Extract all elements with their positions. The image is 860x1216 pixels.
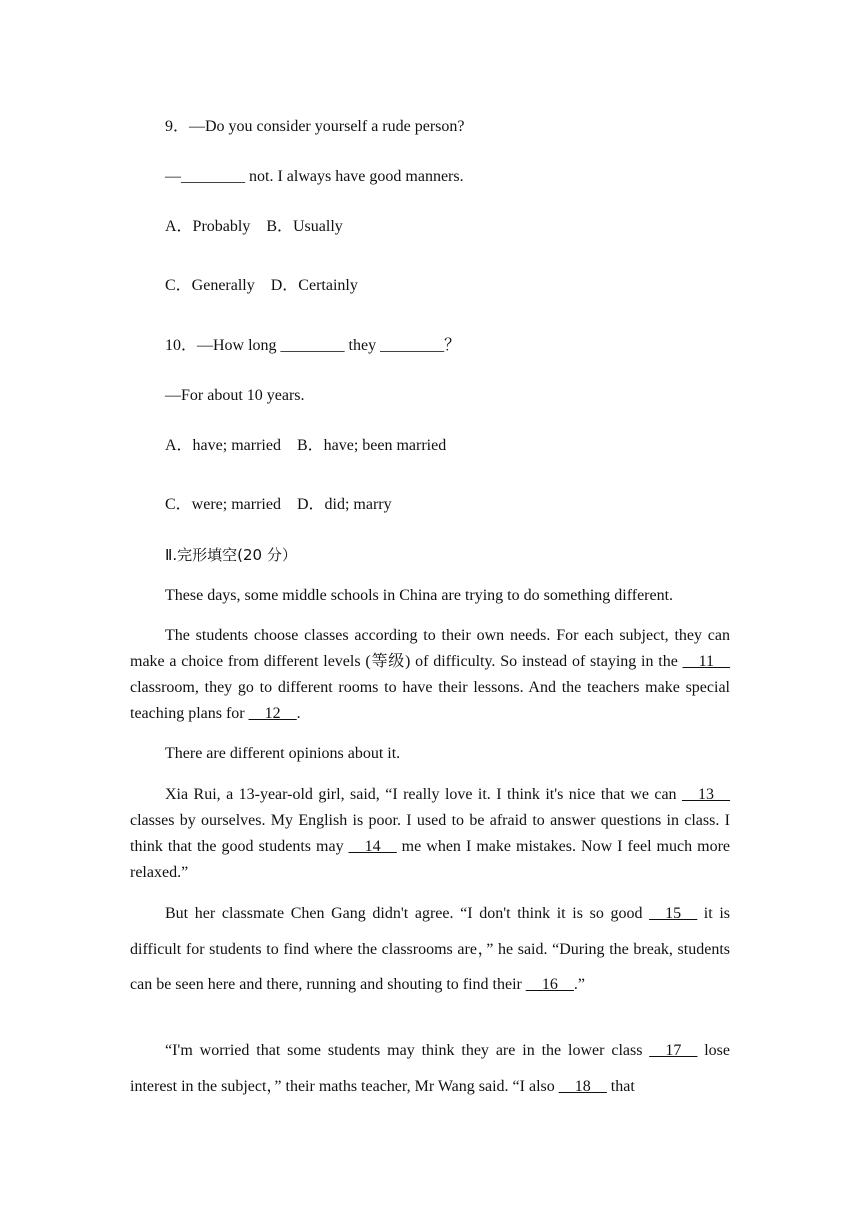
question-9-text: 9．—Do you consider yourself a rude person?	[165, 118, 465, 135]
question-10-options-cd: C．were; married D．did; marry	[165, 496, 392, 513]
question-10-options-ab: A．have; married B．have; been married	[165, 437, 447, 454]
question-9-answer-line: —________ not. I always have good manners.	[165, 168, 464, 185]
blank-13: __13__	[682, 786, 730, 803]
passage-paragraph-3: There are different opinions about it.	[165, 745, 401, 762]
passage-paragraph-2	[130, 623, 730, 727]
passage-text: it is difficult for students to find where the classrooms are，” he said. “During the break, students can be seen here and there, running and shouting to find their	[130, 905, 731, 993]
passage-text: The students choose classes according to their own needs. For each subject, they can make a choice from different levels (等级) of difficulty. So instead of staying in the	[130, 627, 730, 670]
question-10-answer-line: —For about 10 years.	[165, 387, 305, 404]
passage-text: .”	[573, 976, 585, 993]
passage-paragraph-5	[130, 896, 730, 1003]
passage-text: that	[606, 1077, 635, 1095]
passage-text: classroom, they go to different rooms to have their lessons. And the teachers make special teaching plans for	[130, 679, 730, 722]
blank-14: __14__	[348, 838, 397, 855]
question-10-text: 10．—How long ________ they ________？	[165, 337, 461, 354]
passage-text: classes by ourselves. My English is poor. I used to be afraid to answer questions in class. I think that the good students may	[130, 812, 730, 855]
blank-12: __12__	[248, 705, 297, 722]
passage-text: Xia Rui, a 13-year-old girl, said, “I really love it. I think it's nice that we can	[165, 786, 682, 803]
question-9-options-ab: A．Probably B．Usually	[165, 218, 343, 235]
passage-text: me when I make mistakes. Now I feel much more relaxed.”	[130, 838, 730, 881]
passage-paragraph-1: These days, some middle schools in China are trying to do something different.	[165, 587, 674, 604]
passage-paragraph-4	[130, 782, 730, 886]
passage-text: lose interest in the subject，” their maths teacher, Mr Wang said. “I also	[130, 1042, 731, 1095]
passage-text: .	[296, 705, 301, 722]
blank-11: __11__	[682, 653, 730, 670]
passage-text: “I'm worried that some students may think they are in the lower class	[165, 1042, 650, 1059]
question-9-options-cd: C．Generally D．Certainly	[165, 277, 358, 294]
passage-paragraph-6	[130, 1033, 730, 1104]
blank-16: __16__	[525, 976, 574, 993]
section-heading-cloze: Ⅱ.完形填空(20 分）	[165, 546, 297, 564]
blank-17: __17__	[649, 1042, 698, 1059]
blank-18: __18__	[558, 1077, 607, 1095]
passage-text: But her classmate Chen Gang didn't agree. “I don't think it is so good	[165, 905, 650, 922]
blank-15: __15__	[649, 905, 698, 922]
